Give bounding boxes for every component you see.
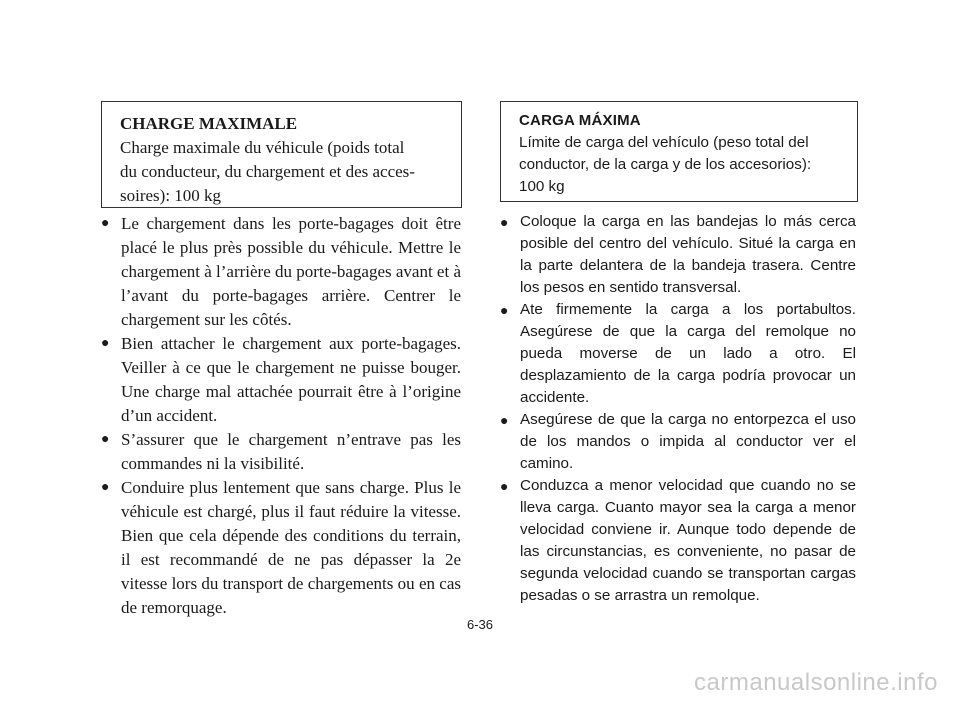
page-number: 6-36	[466, 617, 494, 632]
list-item: ● Le chargement dans les porte-bagages doit être placé le plus près possible du véhicule. Mettre le chargement à l’arrière du porte-bagages avant et à l’avant du porte-bagages arrière. Centrer le chargement sur les côtés.	[101, 214, 461, 329]
bullet-icon: ●	[101, 480, 110, 495]
bullet-icon: ●	[101, 336, 110, 351]
max-load-title-es: CARGA MÁXIMA	[519, 112, 641, 129]
watermark: carmanualsonline.info	[694, 669, 938, 696]
list-item: ● Asegúrese de que la carga no entorpezca el uso de los mandos o impida al conductor ver el camino.	[500, 411, 856, 472]
max-load-box-fr	[101, 101, 462, 208]
list-item: ● Conduzca a menor velocidad que cuando no se lleva carga. Cuanto mayor sea la carga a menor velocidad conviene ir. Aunque todo depende de las circunstancias, es conveniente, no pasar de segunda velocidad cuando se transportan cargas pesadas o se arrastra un remolque.	[500, 477, 856, 604]
max-load-box-es	[500, 101, 858, 202]
bullet-icon: ●	[101, 432, 110, 447]
max-load-text-es: Límite de carga del vehículo (peso total del conductor, de la carga y de los accesorios): 100 kg	[519, 134, 812, 195]
bullet-list-es	[500, 211, 856, 607]
bullet-icon: ●	[500, 214, 509, 230]
bullet-icon: ●	[101, 216, 110, 231]
list-item: ● S’assurer que le chargement n’entrave pas les commandes ni la visibilité.	[101, 430, 461, 473]
list-item: ● Ate firmemente la carga a los portabultos. Asegúrese de que la carga del remolque no pueda moverse de un lado a otro. El desplazamiento de la carga podría provocar un accidente.	[500, 301, 856, 406]
bullet-list-fr	[101, 212, 461, 620]
max-load-text-fr: Charge maximale du véhicule (poids total du conducteur, du chargement et des acces- soires): 100 kg	[120, 138, 415, 205]
bullet-icon: ●	[500, 478, 509, 494]
list-item: ● Bien attacher le chargement aux porte-bagages. Veiller à ce que le chargement ne puisse bouger. Une charge mal attachée pourrait être à l’origine d’un accident.	[101, 334, 461, 425]
list-item: ● Coloque la carga en las bandejas lo más cerca posible del centro del vehículo. Situé la carga en la parte delantera de la bandeja trasera. Centre los pesos en sentido transversal.	[500, 213, 856, 296]
list-item: ● Conduire plus lentement que sans charge. Plus le véhicule est chargé, plus il faut réduire la vitesse. Bien que cela dépende des conditions du terrain, il est recommandé de ne pas dépasser la 2e vitesse lors du transport de chargements ou en cas de remorquage.	[101, 478, 461, 617]
max-load-title-fr: CHARGE MAXIMALE	[120, 114, 298, 133]
bullet-icon: ●	[500, 302, 509, 318]
bullet-icon: ●	[500, 412, 509, 428]
